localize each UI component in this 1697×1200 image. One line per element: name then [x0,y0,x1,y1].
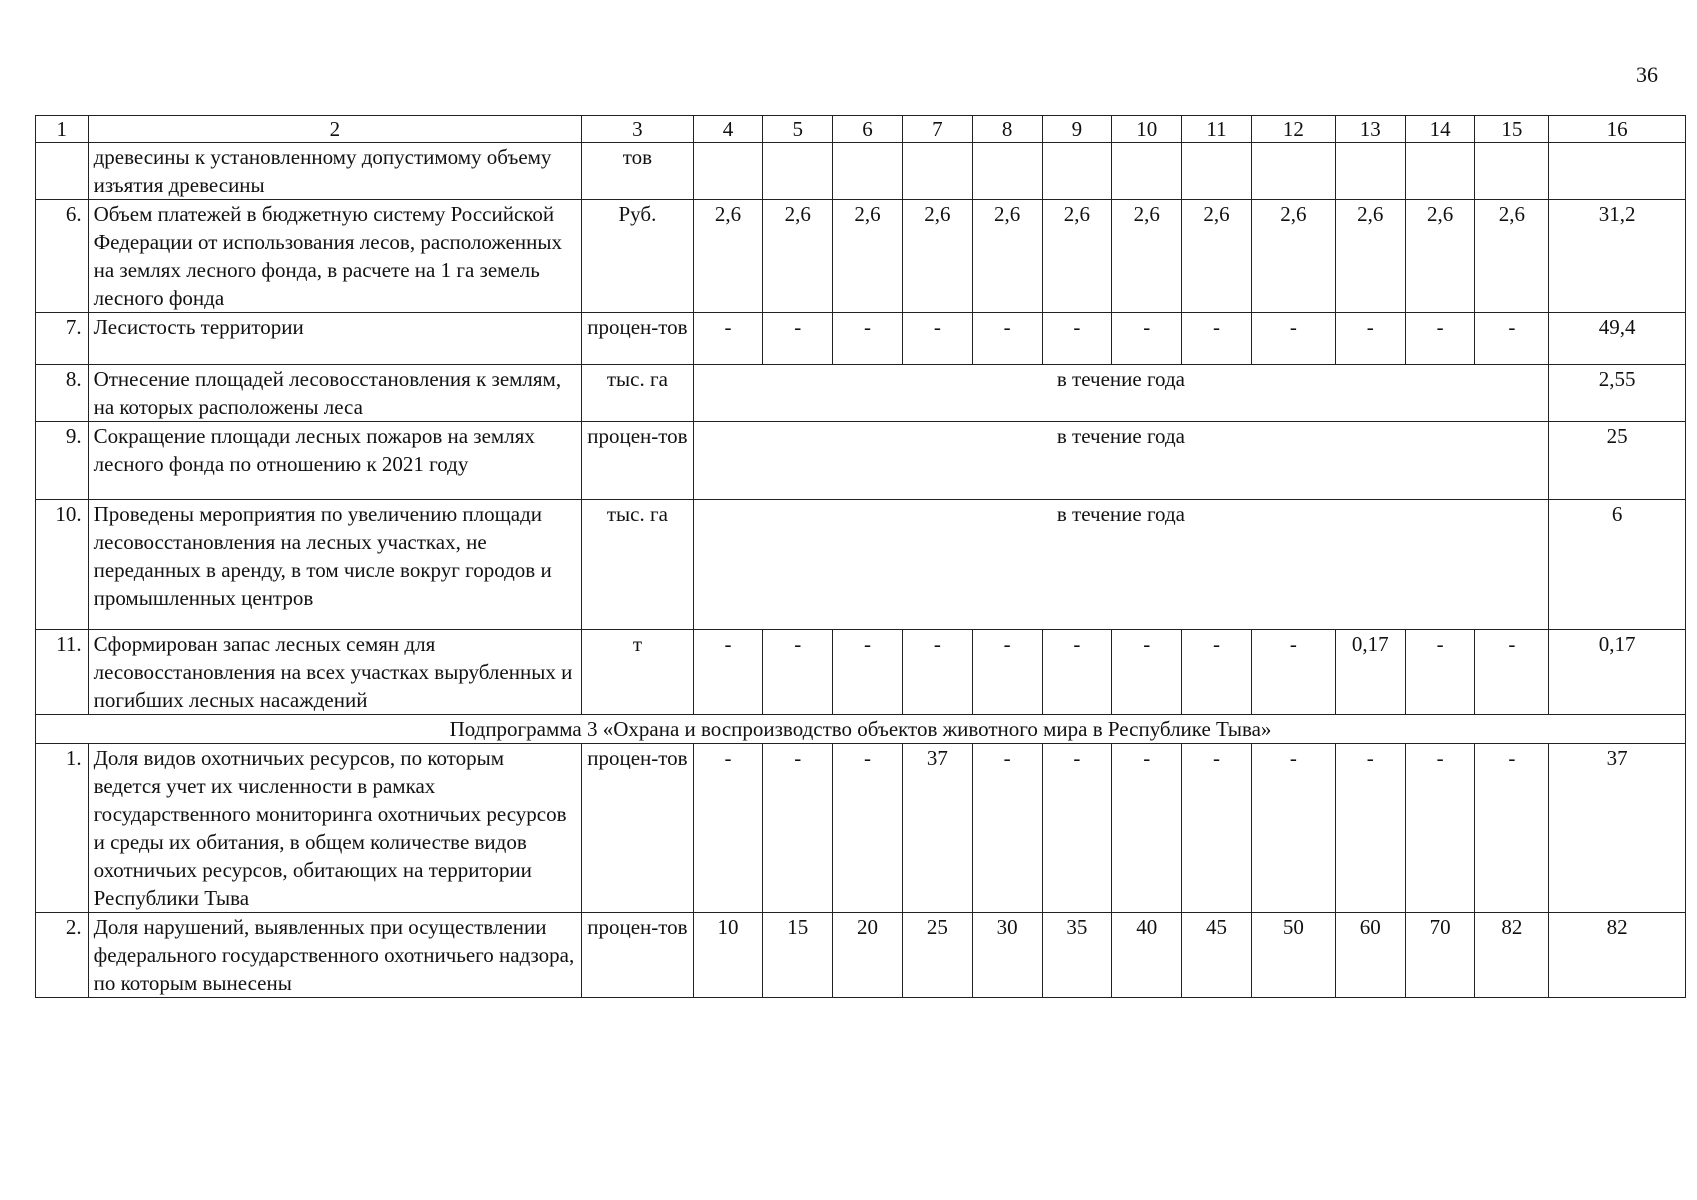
period-span-cell: в течение года [693,365,1549,422]
value-cell: - [1405,630,1475,715]
value-cell: 20 [833,913,903,998]
value-cell: - [1182,630,1252,715]
column-number-cell: 5 [763,116,833,143]
row-number-cell: 11. [36,630,89,715]
value-cell [972,143,1042,200]
total-cell: 25 [1549,422,1686,500]
value-cell: - [1251,744,1335,913]
column-number-cell: 14 [1405,116,1475,143]
value-cell: - [833,744,903,913]
row-number-cell: 2. [36,913,89,998]
value-cell: 37 [902,744,972,913]
indicator-description-cell: Отнесение площадей лесовосстановления к землям, на которых расположены леса [88,365,582,422]
value-cell: - [1112,313,1182,365]
column-number-cell: 12 [1251,116,1335,143]
total-cell: 82 [1549,913,1686,998]
value-cell: - [1251,630,1335,715]
column-number-cell: 15 [1475,116,1549,143]
indicator-description-cell: Доля видов охотничьих ресурсов, по которым ведется учет их численности в рамках государственного мониторинга охотничьих ресурсов и среды их обитания, в общем количестве видов охотничьих ресурсов, обитающих на территории Республики Тыва [88,744,582,913]
indicator-description-cell: Лесистость территории [88,313,582,365]
column-number-cell: 3 [582,116,693,143]
unit-cell: тыс. га [582,365,693,422]
value-cell: - [693,630,763,715]
indicators-table [35,115,1686,998]
value-cell: - [693,744,763,913]
value-cell: 10 [693,913,763,998]
column-number-cell: 4 [693,116,763,143]
value-cell: - [1475,744,1549,913]
unit-cell: Руб. [582,200,693,313]
value-cell: 2,6 [1251,200,1335,313]
value-cell: 25 [902,913,972,998]
value-cell: - [1405,313,1475,365]
value-cell: - [1251,313,1335,365]
indicator-description-cell: Сокращение площади лесных пожаров на землях лесного фонда по отношению к 2021 году [88,422,582,500]
table-row [36,500,1686,630]
total-cell: 49,4 [1549,313,1686,365]
value-cell [763,143,833,200]
indicator-description-cell: Сформирован запас лесных семян для лесовосстановления на всех участках вырубленных и погибших лесных насаждений [88,630,582,715]
indicator-description-cell: древесины к установленному допустимому объему изъятия древесины [88,143,582,200]
unit-cell: процен-тов [582,422,693,500]
table-row [36,143,1686,200]
value-cell: - [763,744,833,913]
value-cell: - [1042,744,1112,913]
value-cell: 0,17 [1335,630,1405,715]
table-row [36,422,1686,500]
unit-cell: тов [582,143,693,200]
total-cell: 37 [1549,744,1686,913]
value-cell: 2,6 [902,200,972,313]
subprogram-title: Подпрограмма 3 «Охрана и воспроизводство объектов животного мира в Республике Тыва» [36,715,1686,744]
table-row [36,913,1686,998]
value-cell: - [972,630,1042,715]
value-cell [1335,143,1405,200]
value-cell [693,143,763,200]
indicator-description-cell: Объем платежей в бюджетную систему Российской Федерации от использования лесов, расположенных на землях лесного фонда, в расчете на 1 га земель лесного фонда [88,200,582,313]
value-cell: 2,6 [1405,200,1475,313]
value-cell: 50 [1251,913,1335,998]
total-cell: 0,17 [1549,630,1686,715]
column-number-cell: 16 [1549,116,1686,143]
column-number-cell: 9 [1042,116,1112,143]
table-row [36,630,1686,715]
value-cell: - [1042,630,1112,715]
value-cell: 70 [1405,913,1475,998]
value-cell: 30 [972,913,1042,998]
value-cell: 2,6 [1042,200,1112,313]
table-row [36,313,1686,365]
value-cell: - [763,630,833,715]
total-cell: 2,55 [1549,365,1686,422]
value-cell: 15 [763,913,833,998]
indicator-description-cell: Проведены мероприятия по увеличению площади лесовосстановления на лесных участках, не переданных в аренду, в том числе вокруг городов и промышленных центров [88,500,582,630]
value-cell: - [972,313,1042,365]
table-row [36,744,1686,913]
row-number-cell: 1. [36,744,89,913]
unit-cell: т [582,630,693,715]
value-cell: - [1182,744,1252,913]
value-cell [1405,143,1475,200]
subprogram-row [36,715,1686,744]
value-cell: 2,6 [972,200,1042,313]
value-cell [902,143,972,200]
value-cell: - [1112,744,1182,913]
value-cell: - [1405,744,1475,913]
value-cell: 60 [1335,913,1405,998]
value-cell: - [902,313,972,365]
value-cell: 2,6 [1475,200,1549,313]
value-cell: - [1475,313,1549,365]
value-cell [1182,143,1252,200]
value-cell [1112,143,1182,200]
value-cell: - [1042,313,1112,365]
column-number-cell: 7 [902,116,972,143]
unit-cell: тыс. га [582,500,693,630]
row-number-cell: 9. [36,422,89,500]
unit-cell: процен-тов [582,313,693,365]
value-cell: 45 [1182,913,1252,998]
value-cell: - [1112,630,1182,715]
value-cell: 82 [1475,913,1549,998]
total-cell: 6 [1549,500,1686,630]
value-cell: - [902,630,972,715]
row-number-cell: 8. [36,365,89,422]
value-cell: - [833,313,903,365]
column-number-cell: 2 [88,116,582,143]
value-cell [1475,143,1549,200]
period-span-cell: в течение года [693,500,1549,630]
table-row [36,365,1686,422]
page-number: 36 [1636,62,1658,87]
total-cell [1549,143,1686,200]
value-cell: - [972,744,1042,913]
column-number-row [36,116,1686,143]
value-cell: - [1475,630,1549,715]
row-number-cell: 10. [36,500,89,630]
row-number-cell: 7. [36,313,89,365]
column-number-cell: 11 [1182,116,1252,143]
value-cell: 2,6 [833,200,903,313]
table-row [36,200,1686,313]
value-cell: - [1335,313,1405,365]
value-cell: - [833,630,903,715]
unit-cell: процен-тов [582,744,693,913]
value-cell: 35 [1042,913,1112,998]
indicator-description-cell: Доля нарушений, выявленных при осуществлении федерального государственного охотничьего надзора, по которым вынесены [88,913,582,998]
value-cell: 2,6 [1182,200,1252,313]
value-cell: - [1182,313,1252,365]
value-cell: 40 [1112,913,1182,998]
period-span-cell: в течение года [693,422,1549,500]
value-cell: 2,6 [1335,200,1405,313]
column-number-cell: 6 [833,116,903,143]
column-number-cell: 1 [36,116,89,143]
value-cell [1251,143,1335,200]
column-number-cell: 8 [972,116,1042,143]
value-cell: - [693,313,763,365]
value-cell: 2,6 [763,200,833,313]
column-number-cell: 10 [1112,116,1182,143]
value-cell [833,143,903,200]
row-number-cell [36,143,89,200]
value-cell: 2,6 [1112,200,1182,313]
value-cell: 2,6 [693,200,763,313]
value-cell [1042,143,1112,200]
column-number-cell: 13 [1335,116,1405,143]
value-cell: - [763,313,833,365]
value-cell: - [1335,744,1405,913]
total-cell: 31,2 [1549,200,1686,313]
unit-cell: процен-тов [582,913,693,998]
row-number-cell: 6. [36,200,89,313]
